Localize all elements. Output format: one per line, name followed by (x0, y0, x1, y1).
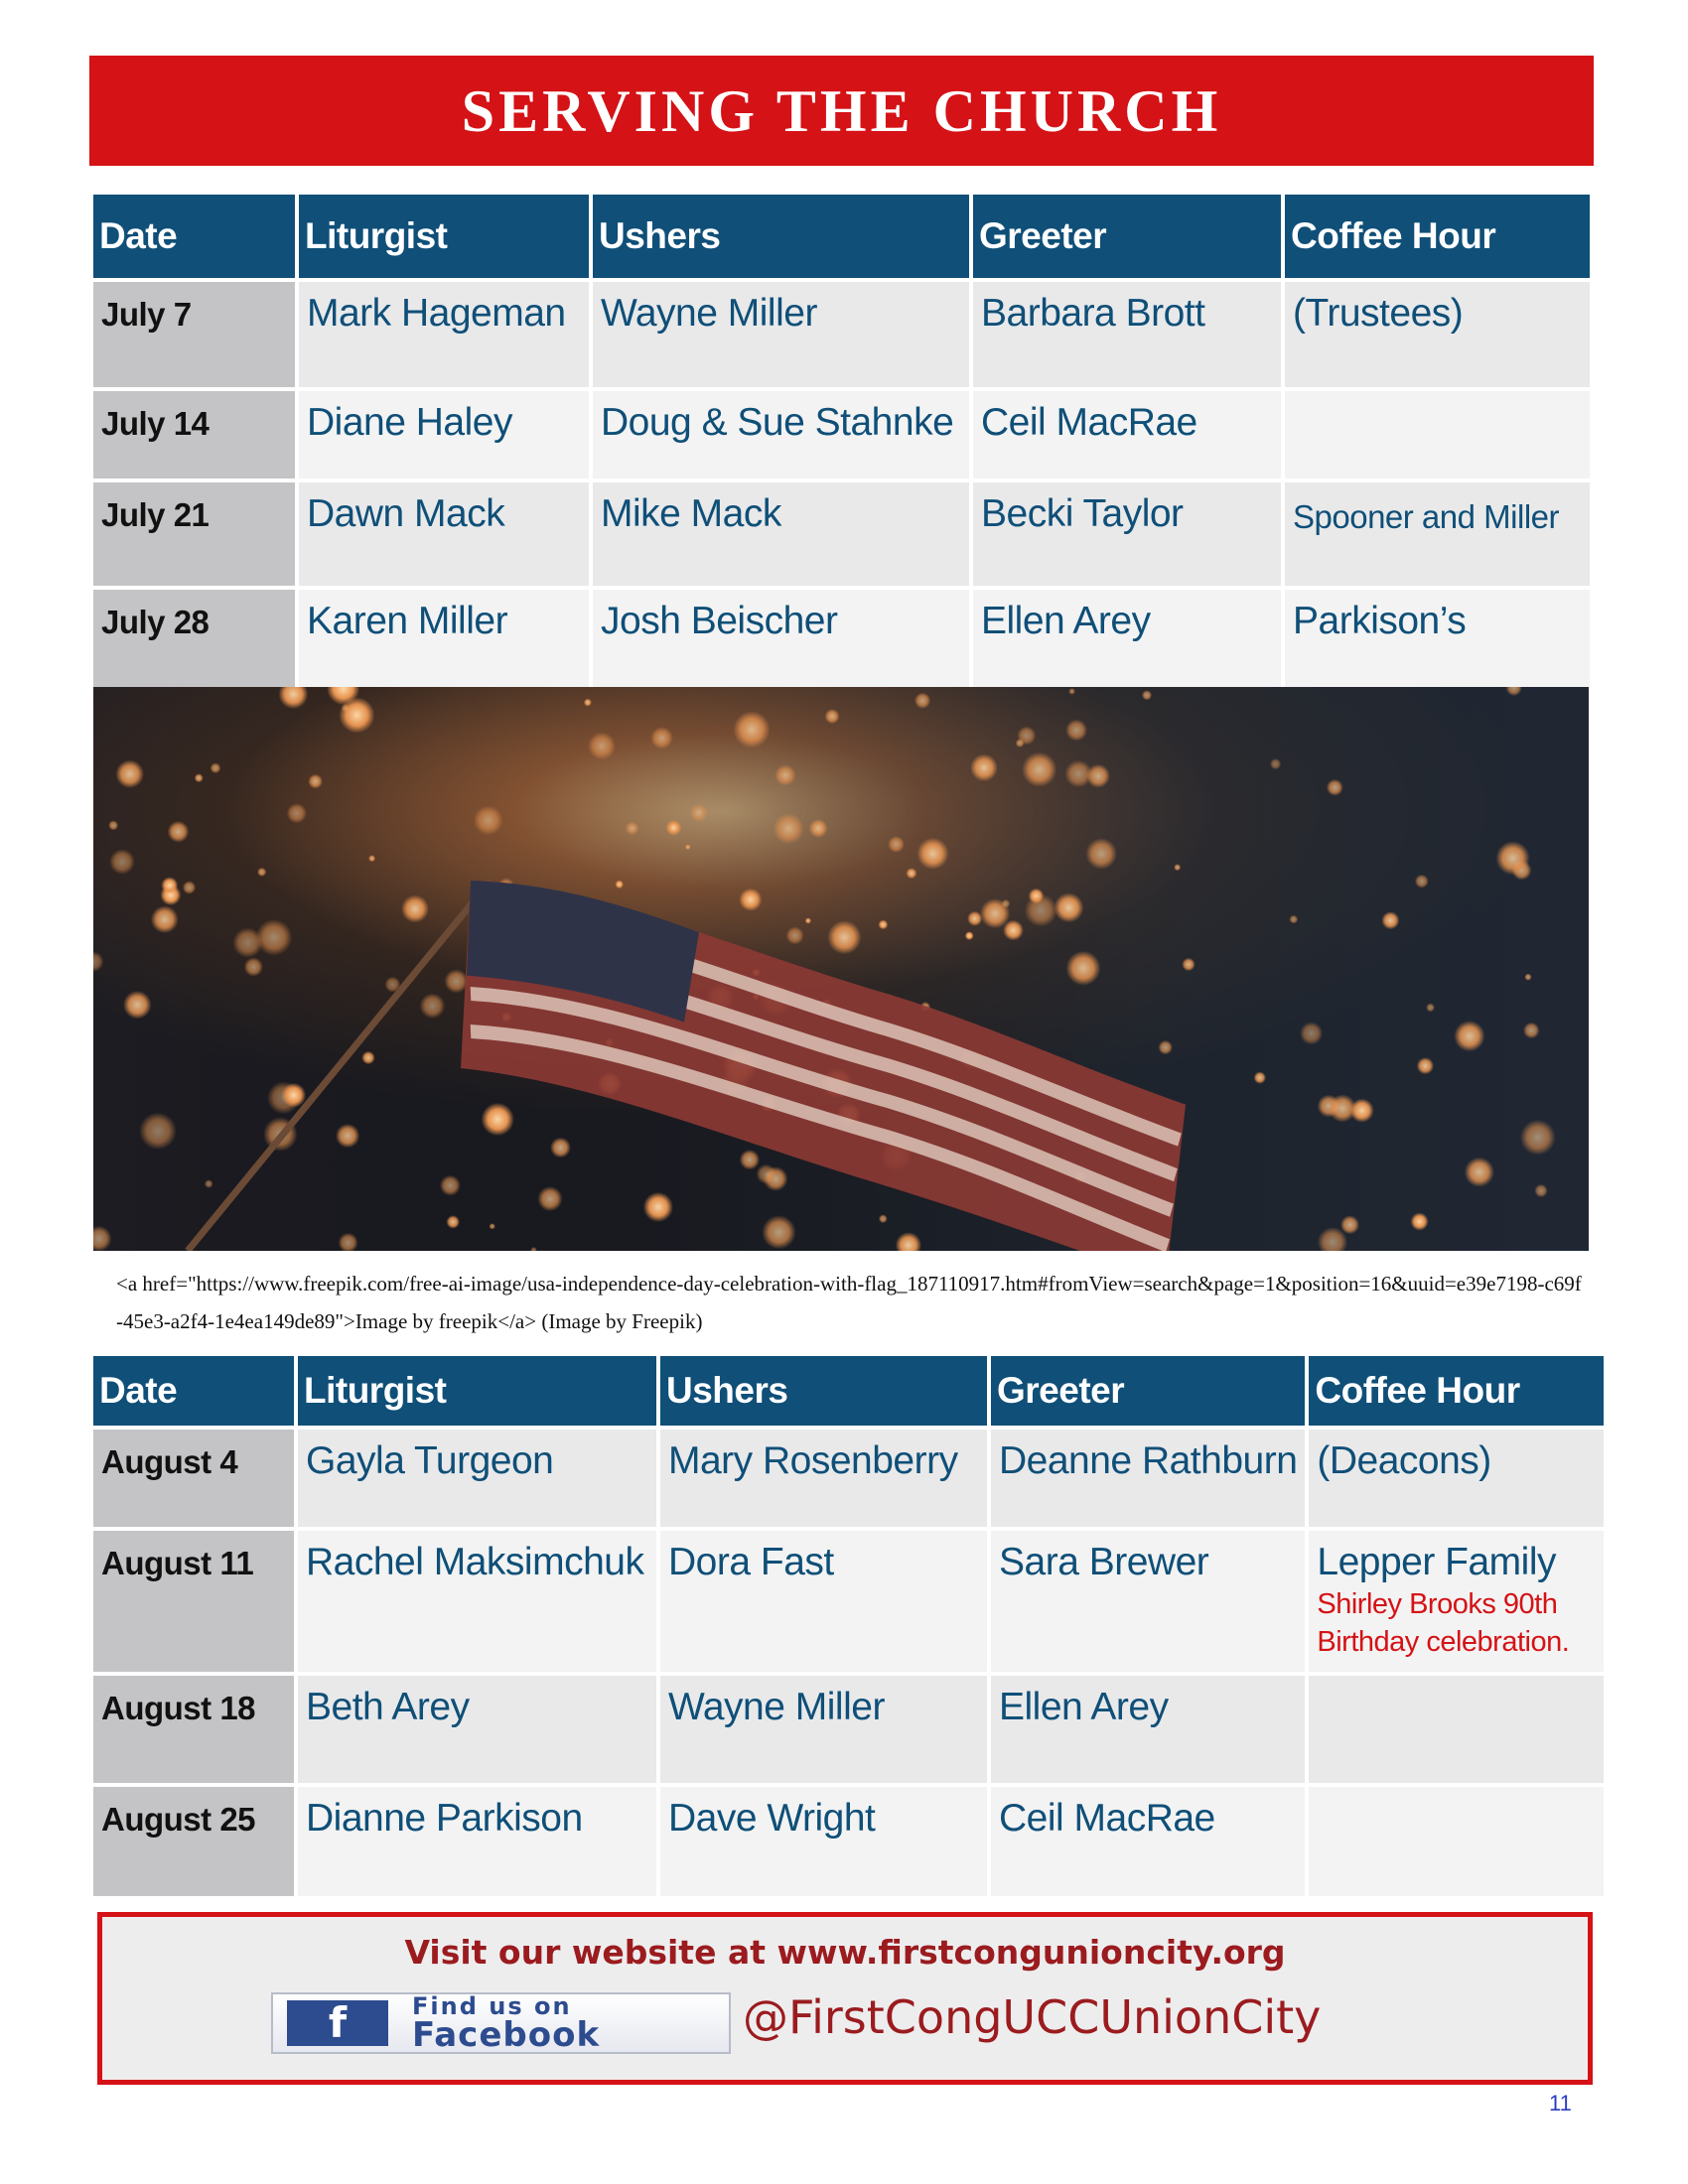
bokeh-spark (195, 773, 204, 782)
bokeh-spark (588, 733, 616, 760)
table-row (93, 1787, 1604, 1896)
date-cell: July 14 (93, 391, 295, 478)
facebook-icon: f (287, 2000, 388, 2046)
liturgist-cell: Gayla Turgeon (298, 1430, 656, 1527)
bokeh-spark (161, 877, 178, 893)
bokeh-spark (1524, 974, 1531, 981)
ushers-cell: Wayne Miller (660, 1676, 987, 1783)
header-ushers: Ushers (593, 195, 969, 278)
bokeh-spark (805, 917, 811, 923)
bokeh-spark (1054, 892, 1083, 922)
table-row (93, 1531, 1604, 1672)
bokeh-spark (1426, 1004, 1435, 1013)
date-cell: July 21 (93, 482, 295, 586)
bokeh-spark (1003, 920, 1024, 941)
bokeh-spark (1065, 720, 1087, 742)
greeter-cell: Barbara Brott (973, 282, 1281, 387)
table-row (93, 482, 1590, 586)
header-greeter: Greeter (991, 1356, 1305, 1426)
bokeh-spark (287, 803, 307, 823)
bokeh-spark (1340, 1215, 1359, 1234)
facebook-handle[interactable]: @FirstCongUCCUnionCity (743, 1990, 1322, 2044)
coffee-cell: Spooner and Miller (1285, 482, 1590, 586)
bokeh-spark (211, 762, 221, 773)
bokeh-spark (1300, 1022, 1323, 1044)
bokeh-spark (740, 1150, 760, 1169)
facebook-badge-text (412, 1992, 601, 2055)
coffee-cell (1309, 1531, 1604, 1672)
page-number: 11 (1549, 2091, 1572, 2116)
bokeh-spark (342, 704, 351, 713)
bokeh-spark (774, 813, 804, 844)
date-cell: August 18 (93, 1676, 294, 1783)
bokeh-spark (1254, 1071, 1266, 1083)
bokeh-spark (626, 822, 639, 836)
bokeh-spark (1085, 838, 1117, 870)
bokeh-spark (757, 1164, 776, 1184)
bokeh-spark (308, 774, 323, 789)
header-ushers: Ushers (660, 1356, 987, 1426)
bokeh-spark (490, 1223, 495, 1229)
bokeh-spark (232, 928, 262, 958)
liturgist-cell: Karen Miller (299, 590, 589, 689)
header-date: Date (93, 195, 295, 278)
bokeh-spark (1496, 841, 1530, 875)
greeter-cell: Ellen Arey (991, 1676, 1305, 1783)
bokeh-spark (914, 693, 930, 709)
liturgist-cell: Beth Arey (298, 1676, 656, 1783)
bokeh-spark (879, 920, 889, 930)
bokeh-spark (168, 821, 190, 843)
coffee-cell: (Deacons) (1309, 1430, 1604, 1527)
bokeh-spark (1182, 958, 1195, 971)
bokeh-spark (336, 1124, 359, 1148)
bokeh-spark (151, 905, 179, 933)
liturgist-cell: Mark Hageman (299, 282, 589, 387)
bokeh-spark (1520, 1120, 1556, 1156)
coffee-cell: (Trustees) (1285, 282, 1590, 387)
date-cell: August 11 (93, 1531, 294, 1672)
bokeh-spark (1415, 875, 1429, 888)
bokeh-spark (1454, 1021, 1484, 1051)
facebook-badge[interactable] (271, 1992, 731, 2054)
page-title: SERVING THE CHURCH (461, 77, 1222, 144)
table-header-row (93, 195, 1590, 278)
coffee-value: Lepper Family (1317, 1541, 1556, 1583)
bokeh-spark (809, 819, 828, 838)
bokeh-spark (584, 699, 592, 707)
bokeh-spark (1270, 758, 1281, 769)
bokeh-spark (917, 838, 949, 870)
bokeh-spark (550, 1138, 571, 1159)
table-row (93, 590, 1590, 689)
bokeh-spark (1465, 1158, 1494, 1187)
bokeh-spark (205, 1179, 213, 1188)
liturgist-cell: Dawn Mack (299, 482, 589, 586)
bokeh-spark (1002, 899, 1011, 908)
bokeh-spark (825, 709, 840, 724)
header-coffee-hour: Coffee Hour (1285, 195, 1590, 278)
bokeh-spark (879, 1214, 888, 1223)
bokeh-spark (733, 711, 770, 748)
bokeh-spark (401, 895, 429, 923)
bokeh-spark (1329, 1094, 1356, 1122)
table-header-row (93, 1356, 1604, 1426)
bokeh-spark (786, 926, 804, 944)
bokeh-spark (643, 1192, 673, 1222)
bokeh-spark (970, 754, 998, 782)
bokeh-spark (1158, 1040, 1173, 1055)
bokeh-spark (1534, 1184, 1547, 1197)
ushers-cell: Wayne Miller (593, 282, 969, 387)
greeter-cell: Ceil MacRae (991, 1787, 1305, 1896)
ushers-cell: Josh Beischer (593, 590, 969, 689)
date-cell: August 25 (93, 1787, 294, 1896)
ushers-cell: Mary Rosenberry (660, 1430, 987, 1527)
bokeh-spark (482, 1103, 514, 1136)
coffee-cell (1309, 1676, 1604, 1783)
greeter-cell: Sara Brewer (991, 1531, 1305, 1672)
bokeh-spark (1142, 690, 1152, 700)
bokeh-spark (1417, 1057, 1434, 1074)
bokeh-spark (1022, 752, 1056, 787)
greeter-cell: Ellen Arey (973, 590, 1281, 689)
bokeh-spark (368, 855, 375, 862)
bokeh-spark (1064, 760, 1092, 788)
ushers-cell: Mike Mack (593, 482, 969, 586)
ushers-cell: Doug & Sue Stahnke (593, 391, 969, 478)
header-coffee-hour: Coffee Hour (1309, 1356, 1604, 1426)
bokeh-spark (1016, 739, 1025, 748)
table-row (93, 1430, 1604, 1527)
bokeh-spark (183, 881, 196, 893)
bokeh-spark (244, 957, 263, 976)
july-schedule-table (89, 191, 1594, 693)
bokeh-spark (1289, 915, 1298, 924)
bokeh-spark (537, 1186, 562, 1211)
bokeh-spark (123, 991, 152, 1020)
contact-box (97, 1912, 1593, 2085)
bokeh-spark (1174, 864, 1181, 871)
bokeh-spark (1381, 911, 1399, 929)
bokeh-spark (888, 836, 905, 853)
header-liturgist: Liturgist (299, 195, 589, 278)
bokeh-spark (446, 1215, 460, 1229)
bokeh-spark (139, 1112, 177, 1150)
bokeh-spark (420, 993, 446, 1019)
bokeh-spark (666, 820, 682, 836)
bokeh-spark (1523, 1023, 1540, 1039)
bokeh-spark (1066, 951, 1101, 986)
ushers-cell: Dave Wright (660, 1787, 987, 1896)
bokeh-spark (115, 759, 144, 788)
bokeh-spark (281, 1083, 306, 1108)
bokeh-spark (965, 931, 974, 940)
bokeh-spark (1411, 1212, 1429, 1230)
greeter-cell: Becki Taylor (973, 482, 1281, 586)
website-link[interactable]: Visit our website at www.firstcongunioncity.org (404, 1933, 1286, 1972)
header-date: Date (93, 1356, 294, 1426)
header-greeter: Greeter (973, 195, 1281, 278)
coffee-cell (1285, 391, 1590, 478)
facebook-badge-line1: Find us on (412, 1992, 572, 2020)
header-liturgist: Liturgist (298, 1356, 656, 1426)
bokeh-spark (615, 881, 624, 889)
flag-fireworks-photo (93, 687, 1589, 1251)
bokeh-spark (444, 969, 468, 993)
bokeh-spark (774, 764, 795, 785)
title-banner (89, 56, 1594, 166)
liturgist-cell: Rachel Maksimchuk (298, 1531, 656, 1672)
greeter-cell: Deanne Rathburn (991, 1430, 1305, 1527)
bokeh-spark (1068, 688, 1075, 695)
table-row (93, 1676, 1604, 1783)
bokeh-spark (474, 806, 503, 836)
bokeh-spark (906, 868, 916, 879)
bokeh-spark (108, 820, 118, 830)
coffee-cell (1309, 1787, 1604, 1896)
birthday-note: Shirley Brooks 90th Birthday celebration. (1317, 1588, 1570, 1658)
bokeh-spark (650, 727, 673, 750)
ushers-cell: Dora Fast (660, 1531, 987, 1672)
date-cell: July 28 (93, 590, 295, 689)
coffee-cell: Parkison’s (1285, 590, 1590, 689)
bokeh-spark (440, 1175, 461, 1196)
bokeh-spark (690, 804, 708, 822)
table-row (93, 282, 1590, 387)
liturgist-cell: Diane Haley (299, 391, 589, 478)
bokeh-spark (827, 920, 861, 954)
flag-fireworks-illustration (93, 687, 1589, 1251)
greeter-cell: Ceil MacRae (973, 391, 1281, 478)
bokeh-spark (109, 849, 135, 875)
liturgist-cell: Dianne Parkison (298, 1787, 656, 1896)
date-cell: August 4 (93, 1430, 294, 1527)
bokeh-spark (739, 888, 762, 911)
bokeh-spark (685, 844, 691, 850)
bokeh-spark (257, 868, 266, 877)
facebook-badge-line2: Facebook (412, 2015, 601, 2055)
bokeh-spark (1327, 779, 1343, 796)
august-schedule-table (89, 1352, 1608, 1900)
table-row (93, 391, 1590, 478)
bokeh-spark (762, 1215, 795, 1249)
date-cell: July 7 (93, 282, 295, 387)
bokeh-spark (1025, 894, 1057, 927)
bokeh-spark (361, 1051, 374, 1064)
image-credit: <a href="https://www.freepik.com/free-ai-image/usa-independence-day-celebration-with-flag_187110917.htm#fromView=search&page=1&position=16&uuid=e39e7198-c69f-45e3-a2f4-1e4ea149de89">Image by freepik</a> (Image by Freepik) (116, 1272, 1582, 1333)
